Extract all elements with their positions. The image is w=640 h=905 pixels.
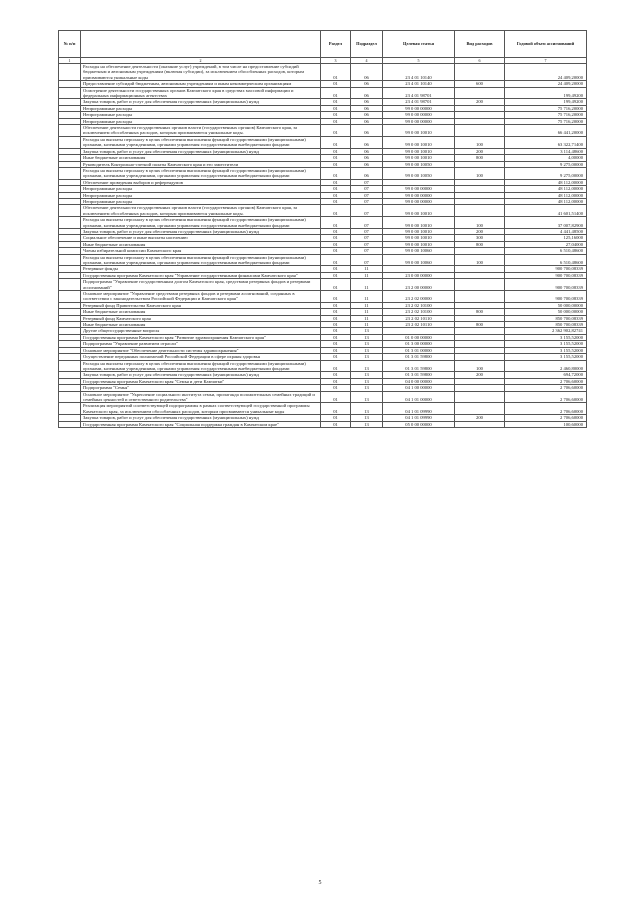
- row-name-cell: Государственная программа Камчатского края "Развитие здравоохранения Камчатского края": [81, 334, 321, 340]
- row-amount-cell: 900 700,08339: [505, 291, 587, 303]
- row-name-cell: Резервный фонд Правительства Камчатского края: [81, 302, 321, 308]
- table-row: [59, 217, 587, 229]
- row-target-cell: 05 0 00 00000: [383, 421, 455, 427]
- header-amount: Годовой объем ассигнований: [505, 31, 587, 58]
- row-subsection-cell: 11: [351, 322, 383, 328]
- row-amount-cell: 66 441,20000: [505, 125, 587, 137]
- row-number-cell: [59, 391, 81, 403]
- table-header-row: [59, 31, 587, 58]
- row-expense-type-cell: [455, 391, 505, 403]
- row-amount-cell: 48 112,00000: [505, 186, 587, 192]
- header-target: Целевая статья: [383, 31, 455, 58]
- row-target-cell: 99 0 00 10010: [383, 205, 455, 217]
- row-section-cell: 01: [321, 167, 351, 179]
- table-row: [59, 87, 587, 99]
- header-name: [81, 31, 321, 58]
- row-expense-type-cell: 200: [455, 228, 505, 234]
- column-number: 3: [321, 58, 351, 64]
- row-subsection-cell: 06: [351, 161, 383, 167]
- row-subsection-cell: 13: [351, 372, 383, 378]
- column-number: 7: [505, 58, 587, 64]
- row-number-cell: [59, 291, 81, 303]
- row-name-cell: Расходы на выплаты персоналу в целях обеспечения выполнения функций государственными (муниципальными) органами, казенными учреждениями, органами управления государственными внебюджетными фондами: [81, 136, 321, 148]
- table-row: [59, 125, 587, 137]
- row-section-cell: 01: [321, 217, 351, 229]
- row-subsection-cell: 11: [351, 279, 383, 291]
- column-number: 2: [81, 58, 321, 64]
- row-subsection-cell: 11: [351, 315, 383, 321]
- row-target-cell: 04 0 00 00000: [383, 378, 455, 384]
- table-row: [59, 64, 587, 81]
- row-name-cell: Руководитель Контрольно-счетной палаты Камчатского края и его заместители: [81, 161, 321, 167]
- row-amount-cell: 2 362 902,82741: [505, 328, 587, 334]
- row-target-cell: 99 0 00 00000: [383, 186, 455, 192]
- row-amount-cell: 27,04000: [505, 241, 587, 247]
- row-target-cell: 04 1 00 00000: [383, 385, 455, 391]
- row-expense-type-cell: [455, 279, 505, 291]
- row-amount-cell: 2 706,60000: [505, 415, 587, 421]
- row-subsection-cell: 06: [351, 99, 383, 105]
- row-amount-cell: 2 706,60000: [505, 378, 587, 384]
- row-section-cell: 01: [321, 315, 351, 321]
- row-name-cell: Иные бюджетные ассигнования: [81, 241, 321, 247]
- row-amount-cell: 199,49200: [505, 99, 587, 105]
- row-section-cell: 01: [321, 205, 351, 217]
- row-target-cell: 99 0 00 10050: [383, 167, 455, 179]
- row-expense-type-cell: [455, 205, 505, 217]
- row-subsection-cell: 11: [351, 266, 383, 272]
- row-target-cell: 99 0 00 00000: [383, 112, 455, 118]
- row-amount-cell: 2 706,60000: [505, 403, 587, 415]
- row-subsection-cell: 06: [351, 148, 383, 154]
- row-subsection-cell: 07: [351, 198, 383, 204]
- row-subsection-cell: 07: [351, 205, 383, 217]
- row-subsection-cell: 06: [351, 105, 383, 111]
- row-subsection-cell: 13: [351, 415, 383, 421]
- budget-table: [58, 30, 587, 428]
- header-num: № п/п: [59, 31, 81, 58]
- row-subsection-cell: 13: [351, 403, 383, 415]
- row-section-cell: 01: [321, 118, 351, 124]
- row-section-cell: 01: [321, 99, 351, 105]
- row-expense-type-cell: 300: [455, 235, 505, 241]
- row-subsection-cell: 07: [351, 186, 383, 192]
- row-target-cell: 99 0 00 10010: [383, 148, 455, 154]
- table-row: [59, 291, 587, 303]
- row-subsection-cell: 07: [351, 228, 383, 234]
- row-section-cell: 01: [321, 228, 351, 234]
- row-amount-cell: 3 114,48600: [505, 148, 587, 154]
- row-section-cell: 01: [321, 87, 351, 99]
- row-amount-cell: 75 716,20000: [505, 105, 587, 111]
- row-amount-cell: 3 155,52000: [505, 341, 587, 347]
- row-target-cell: 01 0 00 00000: [383, 334, 455, 340]
- row-subsection-cell: 07: [351, 248, 383, 254]
- row-number-cell: [59, 167, 81, 179]
- row-target-cell: 23 2 00 00000: [383, 279, 455, 291]
- row-name-cell: Расходы на выплаты персоналу в целях обеспечения выполнения функций государственными (муниципальными) органами, казенными учреждениями, органами управления государственными внебюджетными фондами: [81, 217, 321, 229]
- row-subsection-cell: 07: [351, 235, 383, 241]
- row-target-cell: 99 0 00 10010: [383, 241, 455, 247]
- row-target-cell: 04 1 01 09990: [383, 403, 455, 415]
- row-name-cell: Непрограммные расходы: [81, 192, 321, 198]
- row-section-cell: 01: [321, 241, 351, 247]
- row-number-cell: [59, 87, 81, 99]
- row-expense-type-cell: 100: [455, 167, 505, 179]
- row-name-cell: Основное мероприятие "Укрепление социального института семьи, пропаганда положительных семейных традиций и семейных ценностей и ответственного родительства": [81, 391, 321, 403]
- row-section-cell: 01: [321, 136, 351, 148]
- row-amount-cell: 6 510,48600: [505, 254, 587, 266]
- row-amount-cell: 2 460,80000: [505, 360, 587, 372]
- row-name-cell: Непрограммные расходы: [81, 118, 321, 124]
- table-row: [59, 254, 587, 266]
- row-section-cell: 01: [321, 347, 351, 353]
- row-expense-type-cell: 100: [455, 217, 505, 229]
- row-section-cell: 01: [321, 125, 351, 137]
- row-target-cell: 23 4 01 98701: [383, 99, 455, 105]
- row-target-cell: 99 0 00 00000: [383, 118, 455, 124]
- row-amount-cell: 37 007,82900: [505, 217, 587, 229]
- row-name-cell: Осуществление переданных полномочий Российской Федерации в сфере охраны здоровья: [81, 354, 321, 360]
- row-amount-cell: 48 112,00000: [505, 198, 587, 204]
- row-target-cell: 23 2 02 10100: [383, 302, 455, 308]
- row-subsection-cell: 06: [351, 136, 383, 148]
- row-number-cell: [59, 205, 81, 217]
- row-amount-cell: 199,49200: [505, 87, 587, 99]
- row-section-cell: 01: [321, 322, 351, 328]
- row-section-cell: 01: [321, 81, 351, 87]
- row-expense-type-cell: 600: [455, 81, 505, 87]
- row-subsection-cell: 07: [351, 254, 383, 266]
- row-name-cell: Основное мероприятие "Обеспечение деятельности системы здравоохранения": [81, 347, 321, 353]
- column-number: 4: [351, 58, 383, 64]
- row-section-cell: 01: [321, 272, 351, 278]
- row-target-cell: 23 4 01 10140: [383, 64, 455, 81]
- table-row: [59, 391, 587, 403]
- row-section-cell: 01: [321, 155, 351, 161]
- row-target-cell: 23 2 02 10110: [383, 315, 455, 321]
- row-amount-cell: 75 716,20000: [505, 112, 587, 118]
- row-name-cell: Социальное обеспечение и иные выплаты населению: [81, 235, 321, 241]
- row-target-cell: 23 2 02 10110: [383, 322, 455, 328]
- row-subsection-cell: 06: [351, 81, 383, 87]
- row-name-cell: Подпрограмма "Управление государственным долгом Камчатского края, средствами резервных фондов и резервами ассигнований": [81, 279, 321, 291]
- row-section-cell: 01: [321, 105, 351, 111]
- row-target-cell: 01 3 01 59800: [383, 354, 455, 360]
- row-amount-cell: 9 275,00000: [505, 161, 587, 167]
- page-number: 5: [318, 880, 322, 886]
- row-target-cell: 23 2 02 10100: [383, 309, 455, 315]
- row-section-cell: 01: [321, 254, 351, 266]
- row-expense-type-cell: [455, 125, 505, 137]
- row-expense-type-cell: [455, 421, 505, 427]
- row-target-cell: 99 0 00 00000: [383, 198, 455, 204]
- row-subsection-cell: 07: [351, 192, 383, 198]
- row-expense-type-cell: 200: [455, 372, 505, 378]
- row-name-cell: Предоставление субсидий бюджетным, автономным учреждениям и иным некоммерческим организациям: [81, 81, 321, 87]
- row-target-cell: 99 0 00 10010: [383, 235, 455, 241]
- row-name-cell: Непрограммные расходы: [81, 105, 321, 111]
- row-section-cell: 01: [321, 64, 351, 81]
- row-name-cell: Расходы на выплаты персоналу в целях обеспечения выполнения функций государственными (муниципальными) органами, казенными учреждениями, органами управления государственными внебюджетными фондами: [81, 360, 321, 372]
- row-section-cell: 01: [321, 360, 351, 372]
- row-target-cell: 99 0 00 10010: [383, 228, 455, 234]
- row-amount-cell: 24 409,20000: [505, 81, 587, 87]
- table-row: [59, 279, 587, 291]
- row-target-cell: 99 0 00 10010: [383, 125, 455, 137]
- row-subsection-cell: 06: [351, 112, 383, 118]
- row-section-cell: 01: [321, 161, 351, 167]
- row-subsection-cell: 06: [351, 87, 383, 99]
- table-row: [59, 205, 587, 217]
- row-number-cell: [59, 421, 81, 427]
- row-expense-type-cell: [455, 64, 505, 81]
- row-expense-type-cell: 200: [455, 415, 505, 421]
- row-target-cell: 23 4 01 10140: [383, 81, 455, 87]
- row-amount-cell: 2 706,60000: [505, 391, 587, 403]
- row-name-cell: Расходы на выплаты персоналу в целях обеспечения выполнения функций государственными (муниципальными) органами, казенными учреждениями, органами управления государственными внебюджетными фондами: [81, 167, 321, 179]
- row-amount-cell: 41 601,51400: [505, 205, 587, 217]
- row-target-cell: 99 0 00 10060: [383, 254, 455, 266]
- table-row: [59, 167, 587, 179]
- header-section: Раздел: [321, 31, 351, 58]
- row-subsection-cell: 13: [351, 347, 383, 353]
- budget-table-sheet: [58, 30, 586, 428]
- row-expense-type-cell: [455, 87, 505, 99]
- row-subsection-cell: 13: [351, 385, 383, 391]
- row-amount-cell: 2 706,60000: [505, 385, 587, 391]
- row-amount-cell: 75 716,20000: [505, 118, 587, 124]
- row-section-cell: 01: [321, 266, 351, 272]
- row-section-cell: 01: [321, 192, 351, 198]
- row-name-cell: Обеспечение деятельности государственных органов власти (государственных органов) Камчатского края, за исключением обособленных расходов, которым присваиваются уникальные коды.: [81, 125, 321, 137]
- row-target-cell: 01 3 01 59800: [383, 372, 455, 378]
- row-number-cell: [59, 279, 81, 291]
- row-expense-type-cell: [455, 291, 505, 303]
- row-amount-cell: 100,60000: [505, 421, 587, 427]
- row-name-cell: Закупка товаров, работ и услуг для обеспечения государственных (муниципальных) нужд: [81, 228, 321, 234]
- row-subsection-cell: 13: [351, 421, 383, 427]
- row-name-cell: Расходы на выплаты персоналу в целях обеспечения выполнения функций государственными (муниципальными) органами, казенными учреждениями, органами управления государственными внебюджетными фондами: [81, 254, 321, 266]
- row-subsection-cell: 13: [351, 391, 383, 403]
- row-section-cell: 01: [321, 279, 351, 291]
- row-amount-cell: 48 112,00000: [505, 179, 587, 185]
- row-expense-type-cell: 100: [455, 360, 505, 372]
- row-subsection-cell: 11: [351, 272, 383, 278]
- row-name-cell: Расходы на обеспечение деятельности (оказание услуг) учреждений, в том числе на предоставление субсидий бюджетным и автономным учреждениям (включая субсидии), за исключением обособленных расходов, которым присваиваются уникальные коды: [81, 64, 321, 81]
- row-expense-type-cell: [455, 403, 505, 415]
- row-section-cell: 01: [321, 112, 351, 118]
- row-amount-cell: 3 155,52000: [505, 354, 587, 360]
- row-name-cell: Подпрограмма "Управление развитием отрасли": [81, 341, 321, 347]
- row-section-cell: 01: [321, 302, 351, 308]
- column-number: 6: [455, 58, 505, 64]
- row-section-cell: 01: [321, 198, 351, 204]
- row-target-cell: 01 3 00 00000: [383, 341, 455, 347]
- row-target-cell: 99 0 00 00000: [383, 192, 455, 198]
- row-amount-cell: 63 322,71400: [505, 136, 587, 148]
- table-row: [59, 403, 587, 415]
- row-number-cell: [59, 136, 81, 148]
- row-amount-cell: 24 409,20000: [505, 64, 587, 81]
- row-amount-cell: 850 700,08339: [505, 322, 587, 328]
- row-amount-cell: 50 000,00000: [505, 302, 587, 308]
- column-number: 1: [59, 58, 81, 64]
- row-expense-type-cell: 800: [455, 241, 505, 247]
- row-section-cell: 01: [321, 291, 351, 303]
- row-target-cell: 04 1 01 00000: [383, 391, 455, 403]
- row-subsection-cell: 06: [351, 125, 383, 137]
- row-name-cell: Резервный фонд Камчатского края: [81, 315, 321, 321]
- row-amount-cell: 50 000,00000: [505, 309, 587, 315]
- row-subsection-cell: 11: [351, 291, 383, 303]
- row-number-cell: [59, 217, 81, 229]
- row-section-cell: 01: [321, 235, 351, 241]
- row-section-cell: 01: [321, 385, 351, 391]
- row-amount-cell: 4,00000: [505, 155, 587, 161]
- row-target-cell: 99 0 00 10050: [383, 161, 455, 167]
- row-subsection-cell: 13: [351, 328, 383, 334]
- row-number-cell: [59, 403, 81, 415]
- row-name-cell: Государственная программа Камчатского края "Семья и дети Камчатки": [81, 378, 321, 384]
- row-subsection-cell: 13: [351, 360, 383, 372]
- table-row: [59, 421, 587, 427]
- row-amount-cell: 4 441,48500: [505, 228, 587, 234]
- row-target-cell: 23 0 00 00000: [383, 272, 455, 278]
- row-target-cell: 99 0 00 10010: [383, 136, 455, 148]
- row-amount-cell: 694,72000: [505, 372, 587, 378]
- row-target-cell: 23 4 01 98701: [383, 87, 455, 99]
- header-expense-type: Вид расходов: [455, 31, 505, 58]
- row-name-cell: Государственная программа Камчатского края "Социальная поддержка граждан в Камчатском крае": [81, 421, 321, 427]
- row-subsection-cell: 07: [351, 179, 383, 185]
- row-name-cell: Иные бюджетные ассигнования: [81, 309, 321, 315]
- table-row: [59, 360, 587, 372]
- row-name-cell: Обеспечение деятельности государственных органов власти (государственных органов) Камчатского края, за исключением обособленных расходов, которым присваиваются уникальные коды.: [81, 205, 321, 217]
- row-name-cell: Другие общегосударственные вопросы: [81, 328, 321, 334]
- row-amount-cell: 900 700,08339: [505, 272, 587, 278]
- row-number-cell: [59, 64, 81, 81]
- row-section-cell: 01: [321, 403, 351, 415]
- row-subsection-cell: 06: [351, 155, 383, 161]
- row-target-cell: 01 3 01 00000: [383, 347, 455, 353]
- row-name-cell: Члены избирательной комиссии Камчатского края: [81, 248, 321, 254]
- row-amount-cell: 900 700,08339: [505, 279, 587, 291]
- row-subsection-cell: 07: [351, 217, 383, 229]
- row-name-cell: Непрограммные расходы: [81, 198, 321, 204]
- row-section-cell: 01: [321, 334, 351, 340]
- row-amount-cell: 850 700,08339: [505, 315, 587, 321]
- row-name-cell: Государственная программа Камчатского края "Управление государственными финансами Камчатского края": [81, 272, 321, 278]
- row-section-cell: 01: [321, 328, 351, 334]
- row-section-cell: 01: [321, 415, 351, 421]
- row-subsection-cell: 07: [351, 241, 383, 247]
- row-target-cell: 04 1 01 09990: [383, 415, 455, 421]
- table-row: [59, 136, 587, 148]
- row-amount-cell: 3 155,52000: [505, 334, 587, 340]
- row-amount-cell: 6 510,48600: [505, 248, 587, 254]
- row-section-cell: 01: [321, 248, 351, 254]
- row-name-cell: Иные бюджетные ассигнования: [81, 322, 321, 328]
- row-section-cell: 01: [321, 309, 351, 315]
- row-name-cell: Иные бюджетные ассигнования: [81, 155, 321, 161]
- row-name-cell: Закупка товаров, работ и услуг для обеспечения государственных (муниципальных) нужд: [81, 99, 321, 105]
- row-amount-cell: 9 275,00000: [505, 167, 587, 179]
- row-section-cell: 01: [321, 341, 351, 347]
- row-section-cell: 01: [321, 148, 351, 154]
- row-section-cell: 01: [321, 391, 351, 403]
- row-target-cell: 99 0 00 10010: [383, 155, 455, 161]
- row-amount-cell: 125,16000: [505, 235, 587, 241]
- row-subsection-cell: 06: [351, 167, 383, 179]
- row-name-cell: Закупка товаров, работ и услуг для обеспечения государственных (муниципальных) нужд: [81, 148, 321, 154]
- row-name-cell: Непрограммные расходы: [81, 112, 321, 118]
- row-number-cell: [59, 125, 81, 137]
- row-name-cell: Закупка товаров, работ и услуг для обеспечения государственных (муниципальных) нужд: [81, 372, 321, 378]
- table-body: [59, 64, 587, 428]
- row-subsection-cell: 13: [351, 341, 383, 347]
- row-subsection-cell: 13: [351, 334, 383, 340]
- row-target-cell: 99 0 00 10060: [383, 248, 455, 254]
- column-number: 5: [383, 58, 455, 64]
- row-subsection-cell: 13: [351, 354, 383, 360]
- row-name-cell: Обеспечение проведения выборов и референдумов: [81, 179, 321, 185]
- row-expense-type-cell: 100: [455, 254, 505, 266]
- row-section-cell: 01: [321, 421, 351, 427]
- row-amount-cell: 48 112,00000: [505, 192, 587, 198]
- row-expense-type-cell: 200: [455, 148, 505, 154]
- row-name-cell: Закупка товаров, работ и услуг для обеспечения государственных (муниципальных) нужд: [81, 415, 321, 421]
- row-section-cell: 01: [321, 372, 351, 378]
- row-subsection-cell: 06: [351, 118, 383, 124]
- row-target-cell: 99 0 00 00000: [383, 105, 455, 111]
- row-target-cell: 23 2 02 00000: [383, 291, 455, 303]
- header-subsection: Подраздел: [351, 31, 383, 58]
- row-amount-cell: 900 700,08339: [505, 266, 587, 272]
- row-name-cell: Реализация мероприятий соответствующей подпрограммы в рамках соответствующей государственной программы Камчатского края, за исключением обособленных расходов, которым присваиваются уникальные коды: [81, 403, 321, 415]
- row-name-cell: Осмотрение деятельности государственных органов Камчатского края в средствах массовой информации и федеральных информационных агентствах: [81, 87, 321, 99]
- row-target-cell: 01 3 01 59800: [383, 360, 455, 372]
- row-section-cell: 01: [321, 354, 351, 360]
- row-name-cell: Непрограммные расходы: [81, 186, 321, 192]
- row-target-cell: 99 0 00 10010: [383, 217, 455, 229]
- row-number-cell: [59, 254, 81, 266]
- row-subsection-cell: 13: [351, 378, 383, 384]
- row-section-cell: 01: [321, 179, 351, 185]
- row-number-cell: [59, 360, 81, 372]
- row-section-cell: 01: [321, 186, 351, 192]
- row-expense-type-cell: 800: [455, 309, 505, 315]
- row-subsection-cell: 11: [351, 302, 383, 308]
- row-name-cell: Подпрограмма "Семья": [81, 385, 321, 391]
- row-expense-type-cell: 800: [455, 322, 505, 328]
- row-name-cell: Резервные фонды: [81, 266, 321, 272]
- row-amount-cell: 3 155,52000: [505, 347, 587, 353]
- row-expense-type-cell: 100: [455, 136, 505, 148]
- row-subsection-cell: 11: [351, 309, 383, 315]
- row-section-cell: 01: [321, 378, 351, 384]
- row-name-cell: Основное мероприятие "Управление средствами резервных фондов и резервами ассигнований, созданных в соответствии с законодательством Российской Федерации и Камчатского края": [81, 291, 321, 303]
- row-expense-type-cell: 200: [455, 99, 505, 105]
- row-subsection-cell: 06: [351, 64, 383, 81]
- row-expense-type-cell: 800: [455, 155, 505, 161]
